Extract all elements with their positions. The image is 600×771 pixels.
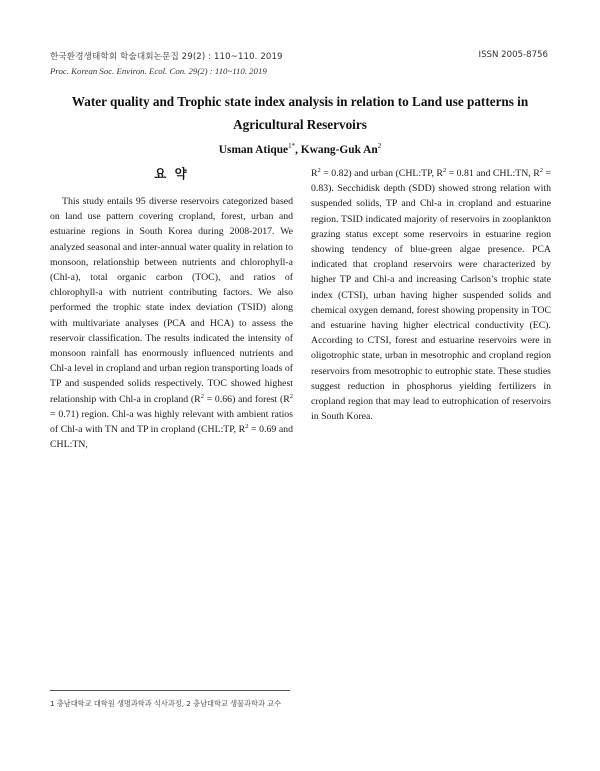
- abstract-text: This study entails 95 diverse reservoirs categorized based on land use pattern covering cropland, forest, urban and estuarine regions in South Korea during 2008-2017. We analyzed seasonal and inter-annual water quality in relation to monsoon, relationship between nutrients and chlorophyll-a (Chl-a), total organic carbon (TOC), and ratios of chlorophyll-a with nutrient contributing factors. We also performed the trophic state index deviation (TSID) along with multivariate analyses (PCA and HCA) to assess the reservoir classification. The results indicated the intensity of monsoon rainfall has enormously influenced nutrients and Chl-a level in cropland and urban region transporting loads of TP and suspended solids respectively. TOC showed highest relationship with Chl-a in cropland (R: [50, 196, 293, 405]
- abstract-text: = 0.69 and CHL:TN,: [50, 424, 293, 451]
- abstract-text: = 0.71) region. Chl-a was highly relevant with ambient ratios of Chl-a with TN and TP in cropland (CHL:TP, R: [50, 408, 293, 436]
- journal-header-english: Proc. Korean Soc. Environ. Ecol. Con. 29(2) : 110~110. 2019: [50, 66, 267, 76]
- superscript: 2: [289, 392, 293, 400]
- abstract-paragraph: [50, 194, 293, 452]
- superscript: 2: [200, 392, 204, 400]
- author-name: Usman Atique: [218, 144, 289, 156]
- abstract-paragraph: [311, 166, 551, 424]
- superscript: 2: [245, 423, 249, 431]
- author-affiliation-mark: 2: [377, 142, 382, 150]
- abstract-text: = 0.83). Secchidisk depth (SDD) showed strong relation with suspended solids, TP and Chl-a in cropland and estuarine region. TSID indicated majority of reservoirs in zooplankton grazing status except some reservoirs in estuarine region showing tendency of blue-green algae presence. PCA indicated that cropland reservoirs were characterized by higher TP and Chl-a and increasing Carlson’s trophic state index (CTSI), urban having higher suspended solids and chemical oxygen demand, forest showing propensity in TOC and estuarine having higher electrical conductivity (EC). According to CTSI, forest and estuarine reservoirs were in oligotrophic state, urban in mesotrophic and cropland region reservoirs from mesotrophic to eutrophic state. These studies suggest reduction in phosphorus yielding fertilizers in cropland region that may lead to eutrophication of reservoirs in South Korea.: [311, 168, 551, 423]
- superscript: 2: [442, 167, 447, 174]
- journal-header-korean: 한국환경생태학회 학술대회논문집 29(2) : 110~110. 2019: [50, 52, 283, 62]
- abstract-column-right: [311, 166, 551, 424]
- superscript: 2: [539, 167, 543, 174]
- abstract-heading: 요 약: [154, 166, 189, 181]
- affiliation-footnote: 1 충남대학교 대학원 생명과학과 석사과정, 2 충남대학교 생물과학과 교수: [50, 699, 282, 708]
- abstract-text: = 0.81 and CHL:TN, R: [446, 168, 540, 179]
- abstract-text: R: [311, 168, 318, 179]
- author-separator: ,: [295, 144, 301, 156]
- abstract-text: = 0.66) and forest (R: [203, 393, 290, 405]
- author-line: [0, 142, 600, 156]
- superscript: 2: [317, 167, 321, 174]
- issn-label: ISSN 2005-8756: [478, 50, 548, 60]
- author-name: Kwang-Guk An: [300, 144, 378, 156]
- article-title: Water quality and Trophic state index analysis in relation to Land use patterns in Agricultural Reservoirs: [71, 94, 529, 132]
- footnote-divider: [50, 690, 290, 691]
- author-affiliation-mark: 1*: [288, 142, 296, 150]
- abstract-text: = 0.82) and urban (CHL:TP, R: [320, 168, 443, 179]
- abstract-column-left: [50, 194, 293, 452]
